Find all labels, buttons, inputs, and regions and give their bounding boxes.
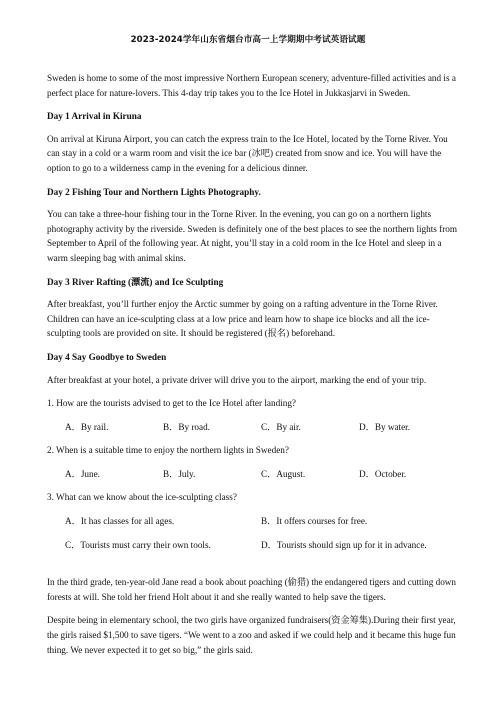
- option-a: A．It has classes for all ages.: [65, 516, 175, 527]
- question-3: 3. What can we know about the ice-sculpting class?: [47, 492, 237, 503]
- option-a: A．June.: [65, 468, 100, 479]
- question-1: 1. How are the tourists advised to get to the Ice Hotel after landing?: [47, 398, 297, 409]
- day4-heading: Day 4 Say Goodbye to Sweden: [47, 351, 167, 362]
- option-b: B．It offers courses for free.: [261, 516, 368, 527]
- passage2-paragraph-1: In the third grade, ten-year-old Jane read a book about poaching (偷猎) the endangered tigers and cutting down forests at will. She told her friend Holt about it and she really wanted to help save the tigers.: [47, 577, 457, 602]
- question-2-options: [65, 467, 457, 482]
- option-d: D．By water.: [359, 421, 411, 432]
- day1-paragraph: On arrival at Kiruna Airport, you can catch the express train to the Ice Hotel, located by the Torne River. You can stay in a cold or a warm room and visit the ice bar (冰吧) created from snow and ice. You will have the option to go to a wilderness camp in the evening for a delicious dinner.: [47, 133, 448, 173]
- question-3-options-row1: [65, 514, 457, 529]
- question-2: 2. When is a suitable time to enjoy the northern lights in Sweden?: [47, 445, 289, 456]
- day4-paragraph: After breakfast at your hotel, a private driver will drive you to the airport, marking the end of your trip.: [47, 374, 427, 385]
- document-body: [47, 71, 457, 666]
- question-3-options-row2: [65, 538, 457, 553]
- option-c: C．By air.: [261, 421, 301, 432]
- page-title: 2023-2024学年山东省烟台市高一上学期期中考试英语试题: [130, 35, 366, 45]
- option-c: C．August.: [261, 468, 306, 479]
- day1-heading: Day 1 Arrival in Kiruna: [47, 111, 142, 122]
- day2-heading: Day 2 Fishing Tour and Northern Lights Photography.: [47, 186, 261, 197]
- day3-heading: Day 3 River Rafting (漂流) and Ice Sculpting: [47, 276, 224, 287]
- question-1-options: [65, 420, 457, 435]
- option-b: B．By road.: [163, 421, 210, 432]
- option-c: C．Tourists must carry their own tools.: [65, 539, 211, 550]
- day3-paragraph: After breakfast, you’ll further enjoy the Arctic summer by going on a rafting adventure in the Torne River. Children can have an ice-sculpting class at a low price and learn how to shape ice blocks and all the ice-sculpting tools are provided on site. It should be registered (报名) beforehand.: [47, 299, 438, 339]
- option-d: D．Tourists should sign up for it in advance.: [261, 539, 427, 550]
- option-b: B．July.: [163, 468, 196, 479]
- day2-paragraph: You can take a three-hour fishing tour in the Torne River. In the evening, you can go on a northern lights photography activity by the riverside. Sweden is definitely one of the best places to see the northern lights from September to April of the following year. At night, you’ll stay in a cold room in the Ice Hotel and sleep in a warm sleeping bag with animal skins.: [47, 209, 458, 263]
- passage1-intro: Sweden is home to some of the most impressive Northern European scenery, adventure-filled activities and is a perfect place for nature-lovers. This 4-day trip takes you to the Ice Hotel in Jukkasjarvi in Sweden.: [47, 73, 456, 98]
- option-a: A．By rail.: [65, 421, 109, 432]
- section-gap: [47, 561, 457, 575]
- passage2-paragraph-2: Despite being in elementary school, the two girls have organized fundraisers(资金筹集).During their first year, the girls raised $1,500 to save tigers. “We went to a zoo and asked if we could help and it became this huge fun thing. We never expected it to get so big,” the girls said.: [47, 615, 456, 655]
- option-d: D．October.: [359, 468, 407, 479]
